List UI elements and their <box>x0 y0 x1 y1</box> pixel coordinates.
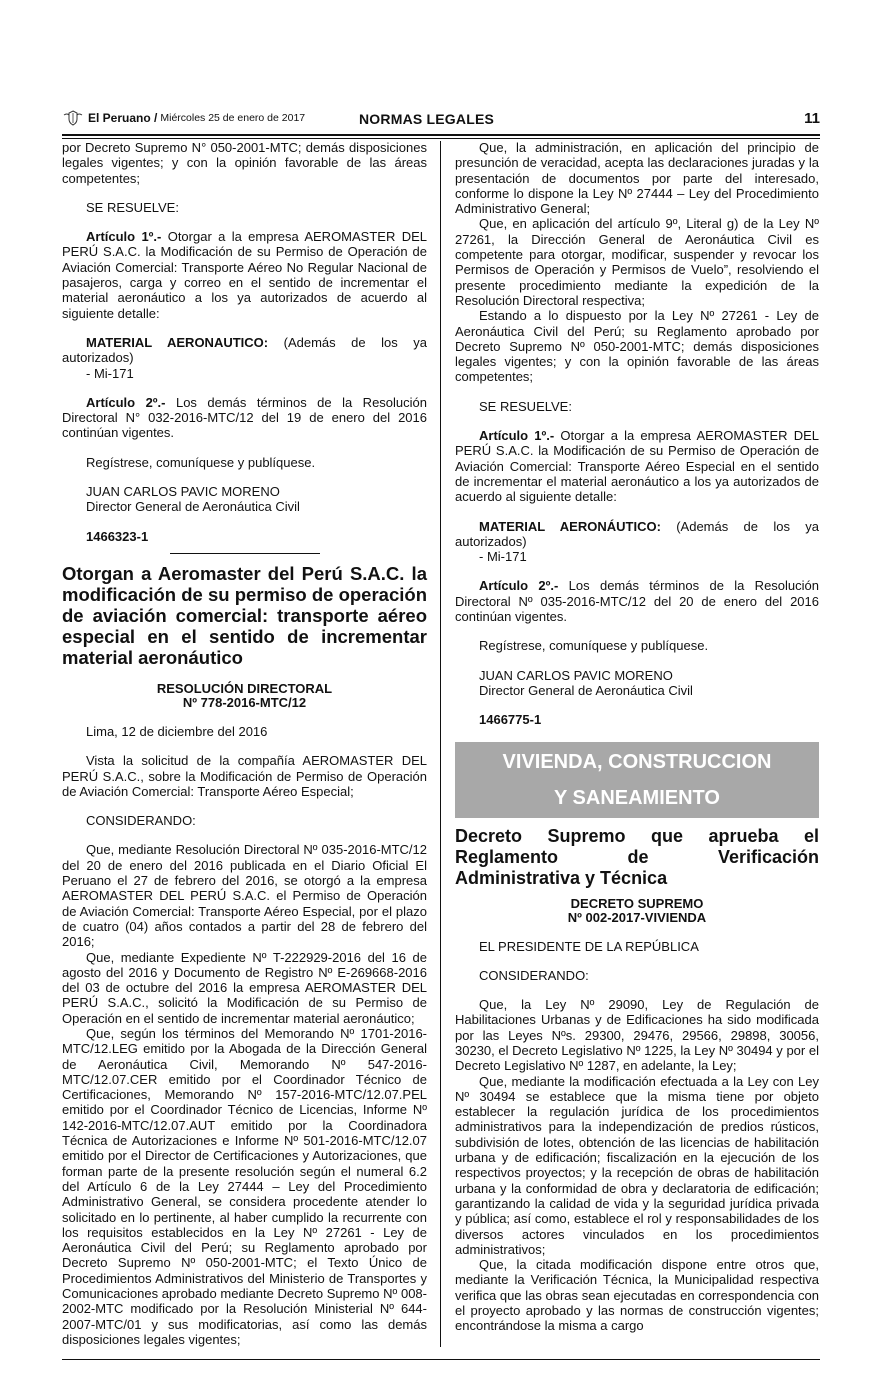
header-rule <box>62 134 820 136</box>
left-column <box>62 140 427 1347</box>
paragraph: Vista la solicitud de la compañía AEROMASTER DEL PERÚ S.A.C., sobre la Modificación de Permiso de Operación de Aviación Comercial: Transporte Aéreo Especial; <box>62 753 427 799</box>
material-label: MATERIAL AERONAUTICO: <box>86 334 269 350</box>
right-column <box>455 140 819 1334</box>
article-label: Artículo 2º.- <box>86 394 166 410</box>
article-text: Los demás términos de la Resolución Directoral Nº 035-2016-MTC/12 del 20 de enero del 2016 continúan vigentes. <box>455 578 819 625</box>
resolution-heading-1: RESOLUCIÓN DIRECTORAL <box>156 680 333 696</box>
article-label: Artículo 1º.- <box>479 428 555 444</box>
header-rule-thin <box>62 138 820 139</box>
paragraph: Que, la administración, en aplicación del principio de presunción de veracidad, acepta las declaraciones juradas y la presentación de documentos por parte del interesado, conforme lo dispone la Ley Nº 27444 – Ley del Procedimiento Administrativo General; <box>455 140 819 217</box>
section-name: NORMAS LEGALES <box>359 111 495 127</box>
president-line: EL PRESIDENTE DE LA REPÚBLICA <box>479 938 699 954</box>
material-label: MATERIAL AERONÁUTICO: <box>479 518 661 534</box>
paragraph: Que, mediante la modificación efectuada a la Ley con Ley Nº 30494 se establece que la misma tiene por objeto establecer la regulación jurídica de los procedimientos administrativos para la independización de predios rústicos, subdivisión de lotes, obtención de las licencias de habilitación urbana y de edificación; fiscalización en la ejecución de los respectivos proyectos; y la recepción de obras de habilitación urbana y la conformidad de obra y declaratoria de edificación; garantizando la calidad de vida y la seguridad jurídica privada y pública; así como, establece el rol y responsabilidades de los diversos actores vinculados en los procedimientos administrativos; <box>455 1073 819 1257</box>
article-1 <box>455 428 819 504</box>
paragraph: Estando a lo dispuesto por la Ley Nº 27261 - Ley de Aeronáutica Civil del Perú; su Reglamento aprobado por Decreto Supremo Nº 050-2001-MTC; demás disposiciones legales vigentes; y con la opinión favorable de las áreas competentes; <box>455 308 819 385</box>
newspaper-brand: El Peruano / <box>88 111 158 125</box>
paragraph: Que, mediante Resolución Directoral Nº 035-2016-MTC/12 del 20 de enero del 2016 publicada en el Diario Oficial El Peruano el 27 de febrero del 2016, se otorgó a la empresa AEROMASTER DEL PERÚ S.A.C. el Permiso de Operación de Aviación Comercial: Transporte Aéreo Especial, por el plazo de cuatro (04) años contados a partir del 28 de febrero del 2016; <box>62 842 427 950</box>
material-item: - Mi-171 <box>86 365 134 381</box>
article-title: Decreto Supremo que aprueba el Reglamento de Verificación Administrativa y Técnica <box>455 825 819 888</box>
resolve-heading: SE RESUELVE: <box>479 398 572 414</box>
article-text: Otorgar a la empresa AEROMASTER DEL PERÚ S.A.C. la Modificación de su Permiso de Operación de Aviación Comercial: Transporte Aéreo No Regular Nacional de pasajeros, carga y correo en el sentido de incrementar el material aeronáutico a los ya autorizados de acuerdo al siguiente detalle: <box>62 229 427 321</box>
separator <box>170 553 320 554</box>
signer-name: JUAN CARLOS PAVIC MORENO <box>86 484 280 500</box>
paragraph: Que, la Ley Nº 29090, Ley de Regulación de Habilitaciones Urbanas y de Edificaciones ha sido modificada por las Leyes Nºs. 29300, 29476, 29566, 29898, 30056, 30230, el Decreto Legislativo Nº 1225, la Ley Nº 30494 y por el Decreto Legislativo Nº 1287, en adelante, la Ley; <box>455 997 819 1074</box>
resolve-heading: SE RESUELVE: <box>86 199 179 215</box>
paragraph: por Decreto Supremo N° 050-2001-MTC; demás disposiciones legales vigentes; y con la opinión favorable de las áreas competentes; <box>62 140 427 186</box>
header-left <box>62 110 305 126</box>
page-number: 11 <box>804 110 820 127</box>
footer-rule <box>62 1359 820 1360</box>
article-2 <box>62 395 427 441</box>
article-label: Artículo 1º.- <box>86 229 162 245</box>
paragraph: Que, según los términos del Memorando Nº 1701-2016-MTC/12.LEG emitido por la Abogada de la Dirección General de Aeronáutica Civil, Memorando Nº 547-2016-MTC/12.07.CER emitido por el Coordinador Técnico de Certificaciones, Memorando Nº 157-2016-MTC/12.07.PEL emitido por el Coordinador Técnico de Licencias, Informe Nº 142-2016-MTC/12.07.AUT emitido por la Coordinadora Técnica de Autorizaciones e Informe Nº 501-2016-MTC/12.07 emitido por el Director de Certificaciones y Autorizaciones, que forman parte de la presente resolución según el numeral 6.2 del Artículo 6 de la Ley 27444 – Ley del Procedimiento Administrativo General, se considera procedente atender lo solicitado en lo pertinente, al haber cumplido la recurrente con los requisitos establecidos en la Ley Nº 27261 - Ley de Aeronáutica Civil del Perú; su Reglamento aprobado por Decreto Supremo Nº 050-2001-MTC; el Texto Único de Procedimientos Administrativos del Ministerio de Transportes y Comunicaciones aprobado mediante Decreto Supremo Nº 008-2002-MTC modificado por la Resolución Ministerial Nº 644-2007-MTC/01 y sus modificatorias, así como las demás disposiciones legales vigentes; <box>62 1025 427 1347</box>
article-label: Artículo 2º.- <box>479 578 559 594</box>
banner-line-1: VIVIENDA, CONSTRUCCION <box>502 750 772 773</box>
closing-line: Regístrese, comuníquese y publíquese. <box>479 638 709 654</box>
article-2 <box>455 578 819 624</box>
article-text: Otorgar a la empresa AEROMASTER DEL PERÚ S.A.C. la Modificación de su Permiso de Operación de Aviación Comercial: Transporte Aéreo Especial en el sentido de incrementar el material aeronáutico a los ya autorizados de acuerdo al siguiente detalle: <box>455 428 819 505</box>
material-line <box>62 335 427 366</box>
considerando-heading: CONSIDERANDO: <box>479 967 589 983</box>
signer-name: JUAN CARLOS PAVIC MORENO <box>479 667 673 683</box>
banner-line-2: Y SANEAMIENTO <box>554 786 720 809</box>
closing-line: Regístrese, comuníquese y publíquese. <box>86 454 316 470</box>
place-date: Lima, 12 de diciembre del 2016 <box>86 723 268 739</box>
material-text: (Además de los ya autorizados) <box>455 518 819 549</box>
decree-heading-1: DECRETO SUPREMO <box>570 895 704 911</box>
article-1 <box>62 229 427 321</box>
section-banner <box>455 742 819 818</box>
reference-number: 1466775-1 <box>479 712 542 728</box>
article-title: Otorgan a Aeromaster del Perú S.A.C. la modificación de su permiso de operación de aviación comercial: transporte aéreo especial en el sentido de incrementar material aeronáutico <box>62 562 427 668</box>
signer-title: Director General de Aeronáutica Civil <box>479 682 693 698</box>
coat-of-arms-icon <box>62 110 84 126</box>
issue-date: Miércoles 25 de enero de 2017 <box>160 112 306 124</box>
material-text: (Además de los ya autorizados) <box>62 334 427 366</box>
article-text: Los demás términos de la Resolución Directoral N° 032-2016-MTC/12 del 19 de enero del 2016 continúan vigentes. <box>62 394 427 441</box>
paragraph: Que, en aplicación del artículo 9º, Literal g) de la Ley Nº 27261, la Dirección General de Aeronáutica Civil es competente para otorgar, modificar, suspender y revocar los Permisos de Operación y Permisos de Vuelo”, resolviendo el presente procedimiento mediante la expedición de la Resolución Directoral respectiva; <box>455 216 819 308</box>
resolution-heading-2: Nº 778-2016-MTC/12 <box>182 694 307 710</box>
reference-number: 1466323-1 <box>86 528 149 544</box>
page-header <box>62 110 820 132</box>
paragraph: Que, mediante Expediente Nº T-222929-2016 del 16 de agosto del 2016 y Documento de Registro Nº E-269668-2016 del 03 de octubre del 2016 la empresa AEROMASTER DEL PERÚ S.A.C., solicitó la Modificación de su Permiso de Operación en el sentido de incrementar material aeronáutico; <box>62 949 427 1026</box>
decree-heading-2: Nº 002-2017-VIVIENDA <box>567 909 707 925</box>
paragraph: Que, la citada modificación dispone entre otros que, mediante la Verificación Técnica, la Municipalidad respectiva verifica que las obras sean ejecutadas en correspondencia con el proyecto aprobado y las normas de construcción vigentes; encontrándose la misma a cargo <box>455 1257 819 1334</box>
material-item: - Mi-171 <box>479 549 527 565</box>
material-line <box>455 519 819 550</box>
column-divider <box>440 141 441 1347</box>
considerando-heading: CONSIDERANDO: <box>86 813 196 829</box>
signer-title: Director General de Aeronáutica Civil <box>86 499 300 515</box>
